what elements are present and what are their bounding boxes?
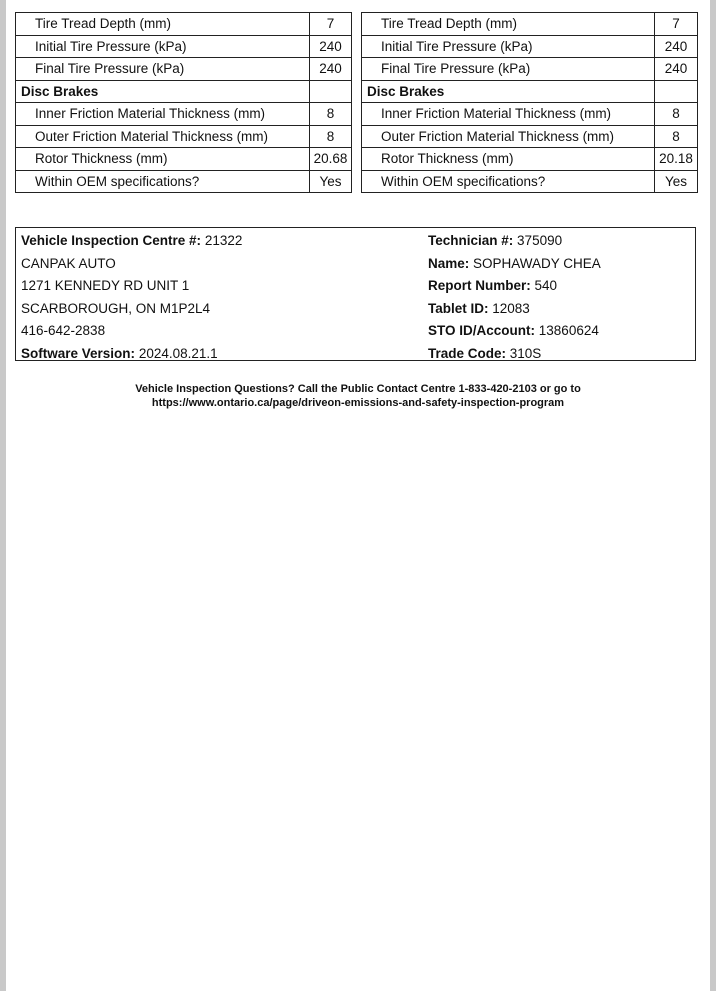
row-value: 240 [310, 35, 352, 58]
tablet-id-label: Tablet ID: [428, 300, 489, 316]
row-value: 7 [655, 13, 698, 36]
technician-name-line [428, 253, 601, 276]
row-label: Rotor Thickness (mm) [362, 148, 655, 171]
row-value: Yes [655, 170, 698, 193]
table-row [16, 170, 352, 193]
section-heading: Disc Brakes [362, 80, 655, 103]
technician-name: SOPHAWADY CHEA [473, 255, 601, 271]
tablet-id: 12083 [492, 300, 530, 316]
table-row [362, 13, 698, 36]
row-value: 240 [655, 58, 698, 81]
trade-code: 310S [509, 345, 542, 361]
row-label: Outer Friction Material Thickness (mm) [362, 125, 655, 148]
trade-code-label: Trade Code: [428, 345, 507, 361]
inspection-info-box [15, 227, 696, 361]
centre-number-label: Vehicle Inspection Centre #: [21, 233, 202, 248]
table-row [16, 103, 352, 126]
row-value: 20.68 [310, 148, 352, 171]
technician-info [428, 230, 601, 365]
centre-number-line [21, 230, 242, 253]
row-value: 7 [310, 13, 352, 36]
centre-number: 21322 [204, 233, 243, 248]
page-left-edge [0, 0, 6, 991]
table-row [16, 35, 352, 58]
row-value: Yes [310, 170, 352, 193]
row-value: 8 [310, 125, 352, 148]
technician-number-line [428, 230, 601, 253]
row-label: Final Tire Pressure (kPa) [362, 58, 655, 81]
row-value: 240 [310, 58, 352, 81]
table-row [362, 148, 698, 171]
sto-id-label: STO ID/Account: [428, 323, 536, 338]
report-number-line [428, 275, 601, 298]
software-version-label: Software Version: [21, 345, 136, 361]
right-wheel-table [361, 12, 698, 193]
table-row [362, 170, 698, 193]
footer-line1: Vehicle Inspection Questions? Call the Public Contact Centre 1-833-420-2103 or go to [135, 383, 581, 395]
row-label: Within OEM specifications? [362, 170, 655, 193]
row-value: 8 [310, 103, 352, 126]
section-row [16, 80, 352, 103]
centre-address-line2: SCARBOROUGH, ON M1P2L4 [21, 300, 211, 316]
centre-address-line1: 1271 KENNEDY RD UNIT 1 [21, 278, 190, 293]
technician-name-label: Name: [428, 255, 470, 271]
row-label: Initial Tire Pressure (kPa) [362, 35, 655, 58]
row-label: Within OEM specifications? [16, 170, 310, 193]
sto-id-line [428, 320, 601, 343]
report-number-label: Report Number: [428, 278, 531, 293]
centre-phone: 416-642-2838 [21, 323, 106, 338]
row-value: 8 [655, 103, 698, 126]
row-label: Rotor Thickness (mm) [16, 148, 310, 171]
table-row [362, 58, 698, 81]
sto-id: 13860624 [538, 323, 599, 338]
left-wheel-table [15, 12, 352, 193]
row-label: Final Tire Pressure (kPa) [16, 58, 310, 81]
centre-info [21, 230, 242, 365]
row-label: Initial Tire Pressure (kPa) [16, 35, 310, 58]
table-row [362, 103, 698, 126]
table-row [362, 125, 698, 148]
section-heading: Disc Brakes [16, 80, 310, 103]
row-label: Inner Friction Material Thickness (mm) [362, 103, 655, 126]
row-value: 240 [655, 35, 698, 58]
table-row [16, 58, 352, 81]
section-row [362, 80, 698, 103]
centre-name: CANPAK AUTO [21, 255, 116, 271]
row-label: Outer Friction Material Thickness (mm) [16, 125, 310, 148]
row-value: 8 [655, 125, 698, 148]
table-row [362, 35, 698, 58]
report-number: 540 [534, 278, 558, 293]
technician-number: 375090 [517, 233, 563, 248]
table-row [16, 125, 352, 148]
row-label: Tire Tread Depth (mm) [362, 13, 655, 36]
table-row [16, 13, 352, 36]
tablet-id-line [428, 298, 601, 321]
technician-number-label: Technician #: [428, 233, 514, 248]
empty-cell [310, 80, 352, 103]
software-version-line [21, 343, 242, 366]
empty-cell [655, 80, 698, 103]
table-row [16, 148, 352, 171]
page-right-edge [710, 0, 716, 991]
software-version: 2024.08.21.1 [138, 345, 218, 361]
row-value: 20.18 [655, 148, 698, 171]
footer-url[interactable]: https://www.ontario.ca/page/driveon-emissions-and-safety-inspection-program [151, 397, 565, 409]
row-label: Inner Friction Material Thickness (mm) [16, 103, 310, 126]
row-label: Tire Tread Depth (mm) [16, 13, 310, 36]
trade-code-line [428, 343, 601, 366]
contact-footer [0, 382, 716, 410]
